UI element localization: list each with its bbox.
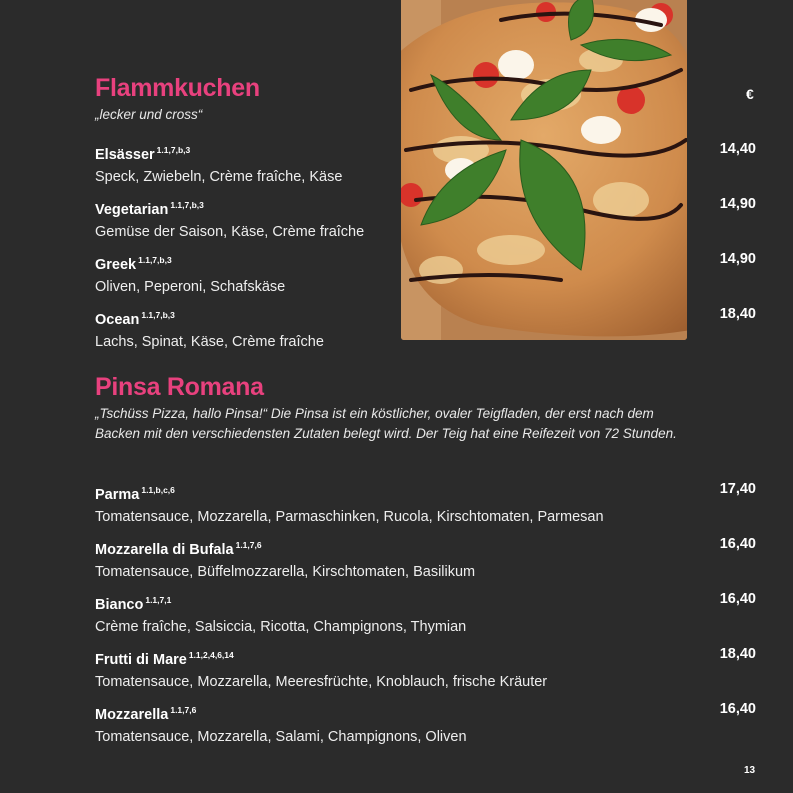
currency-label: € (746, 86, 754, 102)
item-price: 14,90 (719, 196, 756, 212)
item-description: Gemüse der Saison, Käse, Crème fraîche (95, 224, 365, 240)
item-price: 16,40 (719, 701, 756, 717)
menu-item-frutti-di-mare (95, 646, 760, 691)
item-description: Lachs, Spinat, Käse, Crème fraîche (95, 334, 324, 350)
item-description: Speck, Zwiebeln, Crème fraîche, Käse (95, 169, 343, 185)
item-name: Parma $^{1.1,b,c,6}$ (95, 485, 175, 503)
allergen-codes: 1.1,7,b,3 (170, 200, 204, 210)
item-name: Elsässer $^{1.1,7,b,3}$ (95, 145, 191, 163)
menu-item-elsaesser (95, 141, 760, 186)
menu-item-ocean (95, 306, 760, 351)
item-name: Ocean $^{1.1,7,b,3}$ (95, 310, 175, 328)
item-description: Crème fraîche, Salsiccia, Ricotta, Champignons, Thymian (95, 619, 467, 635)
menu-item-parma (95, 481, 760, 526)
section-subtitle-flammkuchen: „lecker und cross“ (95, 107, 203, 122)
item-description: Tomatensauce, Mozzarella, Parmaschinken, Rucola, Kirschtomaten, Parmesan (95, 509, 604, 525)
item-name: Mozzarella di Bufala $^{1.1,7,6}$ (95, 540, 262, 558)
allergen-codes: 1.1,7,b,3 (156, 145, 191, 155)
item-price: 14,40 (719, 141, 756, 157)
section-title-pinsa: Pinsa Romana (95, 373, 264, 401)
item-name: Greek $^{1.1,7,b,3}$ (95, 255, 172, 273)
item-description: Tomatensauce, Büffelmozzarella, Kirschtomaten, Basilikum (95, 564, 476, 580)
item-price: 18,40 (719, 306, 756, 322)
section-subtitle-pinsa: „Tschüss Pizza, hallo Pinsa!“ Die Pinsa ist ein köstlicher, ovaler Teigfladen, der erst nach dem Backen mit den verschiedensten Zutaten belegt wird. Der Teig hat eine Reifezeit von 72 Stunden. (95, 406, 677, 441)
allergen-codes: 1.1,7,6 (170, 705, 197, 715)
item-description: Oliven, Peperoni, Schafskäse (95, 279, 286, 295)
item-description: Tomatensauce, Mozzarella, Salami, Champignons, Oliven (95, 729, 467, 745)
allergen-codes: 1.1,7,b,3 (138, 255, 172, 265)
menu-item-mozzarella-di-bufala (95, 536, 760, 581)
item-price: 17,40 (719, 481, 756, 497)
item-name: Mozzarella $^{1.1,7,6}$ (95, 705, 197, 723)
item-name: Bianco $^{1.1,7,1}$ (95, 595, 172, 613)
allergen-codes: 1.1,2,4,6,14 (188, 650, 234, 660)
page-number: 13 (744, 765, 756, 776)
menu-item-vegetarian (95, 196, 760, 241)
item-description: Tomatensauce, Mozzarella, Meeresfrüchte, Knoblauch, frische Kräuter (95, 674, 548, 690)
item-price: 18,40 (719, 646, 756, 662)
menu-item-mozzarella (95, 701, 760, 746)
item-name: Vegetarian $^{1.1,7,b,3}$ (95, 200, 204, 218)
menu-item-greek (95, 251, 760, 296)
menu-item-bianco (95, 591, 760, 636)
item-price: 14,90 (719, 251, 756, 267)
item-price: 16,40 (719, 591, 756, 607)
allergen-codes: 1.1,7,6 (235, 540, 262, 550)
allergen-codes: 1.1,7,1 (145, 595, 172, 605)
section-title-flammkuchen: Flammkuchen (95, 74, 260, 102)
item-price: 16,40 (719, 536, 756, 552)
allergen-codes: 1.1,7,b,3 (141, 310, 175, 320)
item-name: Frutti di Mare $^{1.1,2,4,6,14}$ (95, 650, 234, 668)
allergen-codes: 1.1,b,c,6 (141, 485, 175, 495)
